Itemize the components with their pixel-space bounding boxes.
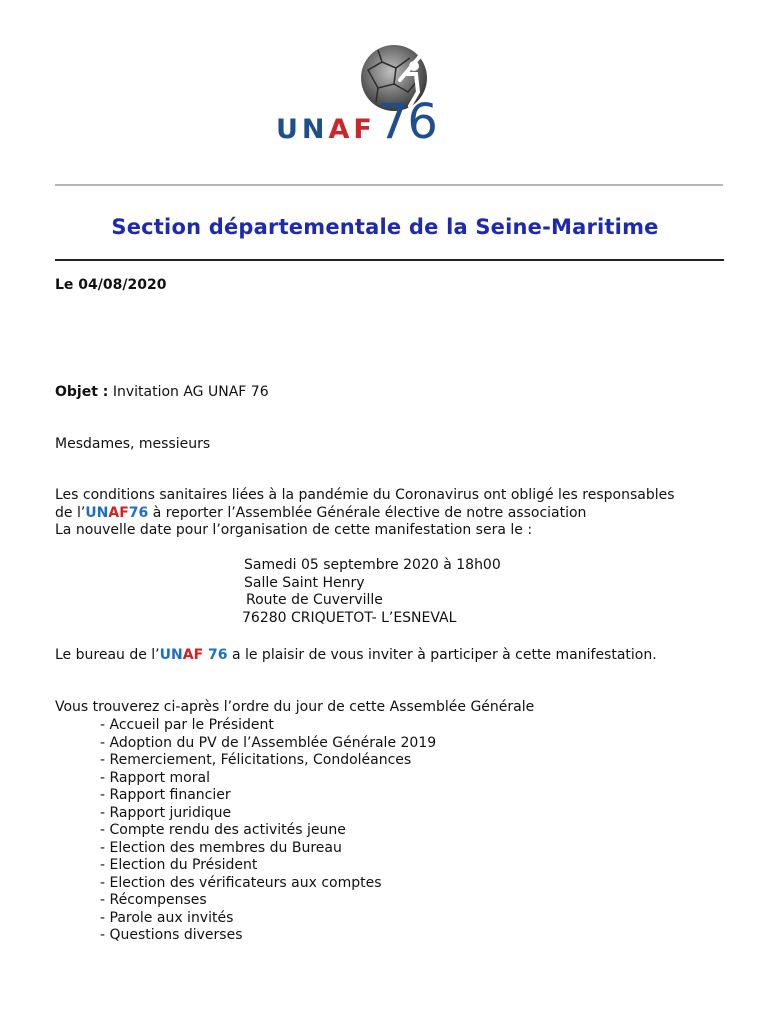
agenda-item: - Adoption du PV de l’Assemblée Générale 2019 — [100, 734, 437, 751]
agenda-item: - Rapport financier — [100, 787, 231, 803]
inline-brand-unaf76: UNAF76 — [85, 504, 149, 521]
top-divider — [55, 184, 723, 186]
unaf76-logo — [272, 36, 522, 148]
agenda-item: - Accueil par le Président — [100, 717, 274, 733]
agenda-item: - Récompenses — [100, 892, 207, 908]
inline-brand-unaf76: UNAF 76 — [159, 647, 228, 663]
agenda-item: - Compte rendu des activités jeune — [100, 822, 346, 838]
logo-number: 76 — [377, 94, 437, 150]
meeting-venue: Salle Saint Henry — [244, 575, 365, 591]
letter-object — [55, 384, 269, 400]
agenda-list — [100, 717, 436, 945]
agenda-item: - Remerciement, Félicitations, Condoléances — [100, 752, 412, 768]
paragraph-invitation: Le bureau de l’UNAF 76 a le plaisir de vous inviter à participer à cette manifestation. — [55, 647, 657, 663]
agenda-item: - Rapport moral — [100, 769, 210, 786]
new-date-intro: La nouvelle date pour l’organisation de cette manifestation sera le : — [55, 522, 533, 538]
page-title: Section départementale de la Seine-Maritime — [111, 215, 659, 239]
agenda-item: - Parole aux invités — [100, 909, 234, 926]
logo-letters: UNAF — [276, 114, 376, 145]
agenda-item: - Election des vérificateurs aux comptes — [100, 874, 382, 891]
meeting-city: 76280 CRIQUETOT- L’ESNEVAL — [242, 610, 457, 626]
meeting-datetime: Samedi 05 septembre 2020 à 18h00 — [244, 557, 501, 573]
object-text: Invitation AG UNAF 76 — [108, 384, 269, 400]
agenda-intro: Vous trouverez ci-après l’ordre du jour de cette Assemblée Générale — [55, 699, 535, 715]
agenda-item: - Rapport juridique — [100, 804, 232, 821]
paragraph-postponement: Les conditions sanitaires liées à la pandémie du Coronavirus ont obligé les responsables de l’UNAF76 à reporter l’Assemblée Générale élective de notre association La nouvelle date pour l’organisation de cette manifestation sera le : — [55, 487, 675, 538]
logo-wordmark — [276, 94, 437, 150]
title-divider — [55, 259, 724, 261]
meeting-street: Route de Cuverville — [246, 592, 383, 608]
object-label: Objet : — [55, 384, 109, 400]
letter-date: Le 04/08/2020 — [55, 277, 167, 293]
agenda-item: - Election du Président — [100, 857, 258, 873]
salutation: Mesdames, messieurs — [55, 436, 211, 452]
agenda-item: - Questions diverses — [100, 927, 243, 943]
agenda-item: - Election des membres du Bureau — [100, 839, 342, 856]
